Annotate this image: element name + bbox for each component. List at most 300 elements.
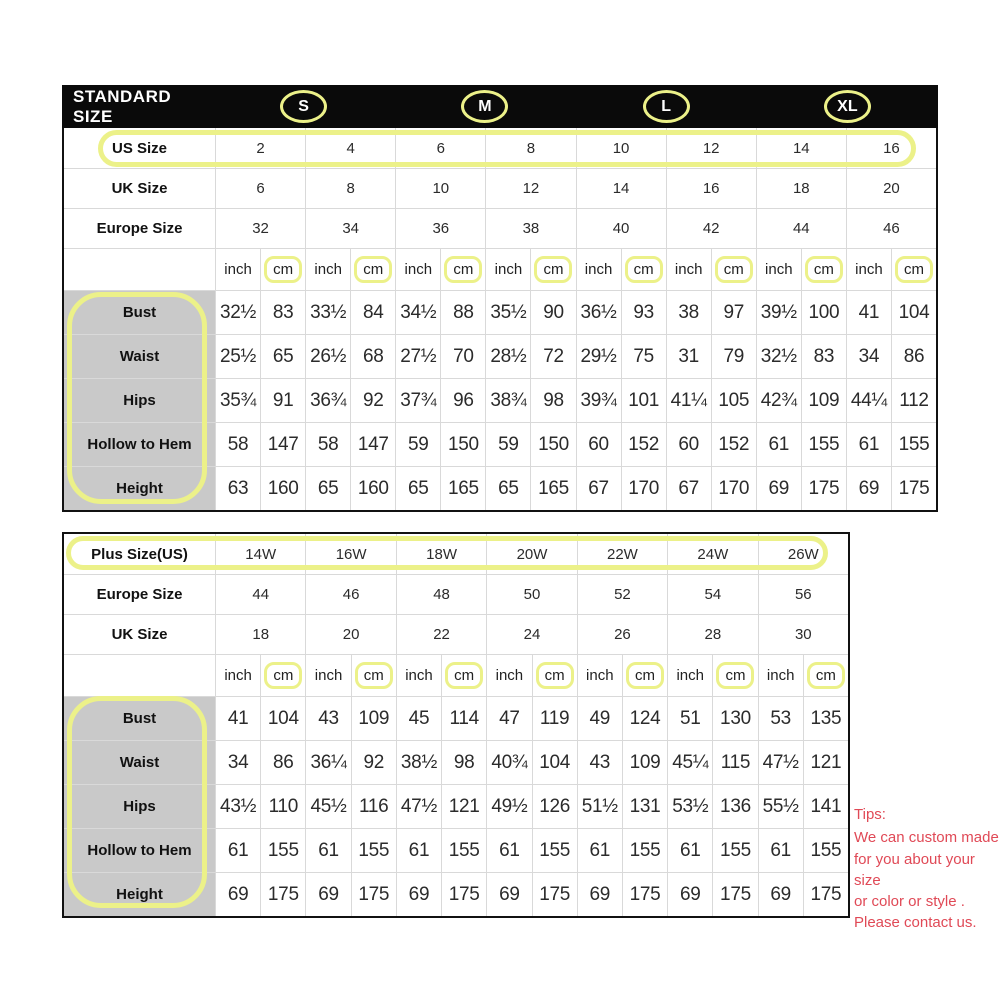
table-cell: 69 — [846, 466, 891, 510]
cm-unit-cell — [621, 248, 666, 290]
cm-highlight-annotation: cm — [444, 256, 482, 283]
row-label: Hips — [64, 784, 215, 828]
row-label: Height — [64, 872, 215, 916]
table-cell: 69 — [577, 872, 622, 916]
table-cell: 63 — [215, 466, 260, 510]
table-cell: 26 — [577, 614, 667, 654]
row-label: Bust — [64, 696, 215, 740]
table-cell: 88 — [440, 290, 485, 334]
row-label: UK Size — [64, 168, 215, 208]
table-cell: 92 — [351, 740, 396, 784]
table-cell: 67 — [666, 466, 711, 510]
table-cell: 79 — [711, 334, 756, 378]
table-cell: 155 — [532, 828, 577, 872]
table-row — [64, 466, 936, 510]
inch-unit-cell — [576, 248, 621, 290]
table-cell: 43½ — [215, 784, 260, 828]
table-cell: 141 — [803, 784, 848, 828]
inch-label: inch — [404, 261, 433, 278]
row-label: Hollow to Hem — [64, 422, 215, 466]
table-cell: 46 — [305, 574, 395, 614]
table-cell: 175 — [622, 872, 667, 916]
table-cell: 12 — [485, 168, 575, 208]
table-cell: 155 — [891, 422, 936, 466]
table-cell: 52 — [577, 574, 667, 614]
table-cell: 28½ — [485, 334, 530, 378]
table-cell: 24 — [486, 614, 576, 654]
inch-label: inch — [494, 261, 523, 278]
table-cell: 105 — [711, 378, 756, 422]
row-label: UK Size — [64, 614, 215, 654]
table-cell: 101 — [621, 378, 666, 422]
row-label: Europe Size — [64, 208, 215, 248]
table-row — [64, 696, 848, 740]
table-cell: 16W — [305, 534, 395, 574]
table-cell: 14W — [215, 534, 305, 574]
table-cell: 130 — [712, 696, 757, 740]
table-row — [64, 290, 936, 334]
table-cell: 150 — [530, 422, 575, 466]
table-cell: 43 — [577, 740, 622, 784]
table-cell: 41 — [846, 290, 891, 334]
table-cell: 170 — [621, 466, 666, 510]
table-cell: 43 — [305, 696, 350, 740]
table-cell: 150 — [440, 422, 485, 466]
cm-highlight-annotation: cm — [716, 662, 754, 689]
row-label: Plus Size(US) — [91, 545, 188, 563]
table-cell: 28 — [667, 614, 757, 654]
table-cell: 34 — [215, 740, 260, 784]
table-cell: 38 — [485, 208, 575, 248]
table-cell: 22W — [577, 534, 667, 574]
inch-label: inch — [584, 261, 613, 278]
table-cell: 152 — [711, 422, 756, 466]
table-cell: 165 — [440, 466, 485, 510]
row-label: Waist — [64, 740, 215, 784]
inch-label: inch — [314, 261, 342, 278]
unit-header-row — [64, 654, 848, 696]
cm-unit-cell — [622, 654, 667, 696]
table-cell: 20 — [305, 614, 395, 654]
inch-unit-cell — [666, 248, 711, 290]
table-cell: 59 — [395, 422, 440, 466]
table-cell: 49½ — [486, 784, 531, 828]
table-cell: 155 — [260, 828, 305, 872]
inch-label: inch — [495, 667, 524, 684]
table-cell: 155 — [622, 828, 667, 872]
empty-corner-cell — [64, 248, 215, 290]
table-cell: 2 — [215, 128, 305, 168]
table-cell: 147 — [350, 422, 395, 466]
table-cell: 22 — [396, 614, 486, 654]
table-cell: 46 — [846, 208, 936, 248]
table-cell: 155 — [712, 828, 757, 872]
table-cell: 39¾ — [576, 378, 621, 422]
table-cell: 47½ — [396, 784, 441, 828]
table-cell: 41 — [215, 696, 260, 740]
table-cell: 60 — [576, 422, 621, 466]
cm-highlight-annotation: cm — [355, 662, 393, 689]
table-cell: 42 — [666, 208, 756, 248]
table-cell: 69 — [305, 872, 350, 916]
table-cell: 8 — [485, 128, 575, 168]
table-cell: 26W — [758, 534, 848, 574]
table-cell: 32 — [215, 208, 305, 248]
table-cell: 55½ — [758, 784, 803, 828]
table-cell: 83 — [801, 334, 846, 378]
table-cell: 56 — [758, 574, 848, 614]
table-cell: 33½ — [305, 290, 350, 334]
table-cell: 69 — [486, 872, 531, 916]
cm-highlight-annotation: cm — [895, 256, 933, 283]
inch-label: inch — [224, 261, 252, 278]
table-cell: 49 — [577, 696, 622, 740]
table-cell: 110 — [260, 784, 305, 828]
table-cell: 124 — [622, 696, 667, 740]
table-cell: 160 — [260, 466, 305, 510]
table-cell: 34 — [305, 208, 395, 248]
table-cell: 32½ — [756, 334, 801, 378]
table-cell: 170 — [711, 466, 756, 510]
table-cell: 54 — [667, 574, 757, 614]
table-cell: 135 — [803, 696, 848, 740]
cm-highlight-annotation: cm — [805, 256, 843, 283]
table-cell: 14 — [576, 168, 666, 208]
table-cell: 42¾ — [756, 378, 801, 422]
table-cell: 36½ — [576, 290, 621, 334]
table-cell: 86 — [260, 740, 305, 784]
table-cell: 53½ — [667, 784, 712, 828]
table-cell: 10 — [395, 168, 485, 208]
inch-unit-cell — [486, 654, 531, 696]
cm-unit-cell — [712, 654, 757, 696]
table-cell: 98 — [530, 378, 575, 422]
row-label: Hollow to Hem — [64, 828, 215, 872]
custom-made-tips-note — [854, 804, 1000, 934]
cm-unit-cell — [441, 654, 486, 696]
table-cell: 61 — [758, 828, 803, 872]
table-cell: 16 — [666, 168, 756, 208]
table-cell: 61 — [215, 828, 260, 872]
table-cell: 61 — [756, 422, 801, 466]
plus-size-table — [62, 532, 850, 918]
table-cell: 175 — [801, 466, 846, 510]
tips-title: Tips: — [854, 806, 886, 823]
table-cell: 69 — [215, 872, 260, 916]
table-cell: 20W — [486, 534, 576, 574]
size-group-m — [394, 90, 575, 123]
row-label: Hips — [64, 378, 215, 422]
table-cell: 175 — [441, 872, 486, 916]
table-cell: 136 — [712, 784, 757, 828]
table-row — [64, 168, 936, 208]
standard-size-grid — [62, 128, 938, 512]
cm-highlight-annotation: cm — [626, 662, 664, 689]
table-cell: 39½ — [756, 290, 801, 334]
table-cell: 152 — [621, 422, 666, 466]
table-cell: 116 — [351, 784, 396, 828]
table-cell: 24W — [667, 534, 757, 574]
table-cell: 104 — [260, 696, 305, 740]
table-cell: 41¼ — [666, 378, 711, 422]
table-cell: 20 — [846, 168, 936, 208]
table-cell: 61 — [846, 422, 891, 466]
row-label: Bust — [64, 290, 215, 334]
inch-label: inch — [855, 261, 883, 278]
cm-highlight-annotation: cm — [625, 256, 663, 283]
cm-unit-cell — [711, 248, 756, 290]
table-cell: 60 — [666, 422, 711, 466]
table-cell: 47½ — [758, 740, 803, 784]
table-cell: 59 — [485, 422, 530, 466]
table-cell: 131 — [622, 784, 667, 828]
tips-line: or color or style . — [854, 893, 965, 911]
cm-highlight-annotation: cm — [264, 662, 302, 689]
table-cell: 37¾ — [395, 378, 440, 422]
cm-highlight-annotation: cm — [354, 256, 392, 283]
table-cell: 18 — [215, 614, 305, 654]
table-cell: 44 — [756, 208, 846, 248]
table-cell: 115 — [712, 740, 757, 784]
table-cell: 10 — [576, 128, 666, 168]
table-cell: 97 — [711, 290, 756, 334]
standard-size-title: STANDARD SIZE — [73, 86, 172, 126]
row-label: US Size — [111, 139, 168, 157]
table-cell: 70 — [440, 334, 485, 378]
table-cell: 6 — [395, 128, 485, 168]
table-cell: 36¼ — [305, 740, 350, 784]
inch-label: inch — [766, 667, 795, 684]
table-row — [64, 872, 848, 916]
cm-unit-cell — [891, 248, 936, 290]
table-cell: 84 — [350, 290, 395, 334]
row-label: Height — [64, 466, 215, 510]
cm-highlight-annotation: cm — [264, 256, 302, 283]
row-label: Europe Size — [64, 574, 215, 614]
inch-label: inch — [674, 261, 703, 278]
table-row — [64, 574, 848, 614]
inch-unit-cell — [305, 248, 350, 290]
table-cell: 104 — [891, 290, 936, 334]
table-cell: 91 — [260, 378, 305, 422]
table-row — [64, 378, 936, 422]
table-cell: 109 — [351, 696, 396, 740]
cm-highlight-annotation: cm — [715, 256, 753, 283]
size-xl-circle-annotation: XL — [824, 90, 871, 123]
table-cell: 8 — [305, 168, 395, 208]
table-row — [64, 740, 848, 784]
table-cell: 65 — [305, 466, 350, 510]
cm-unit-cell — [530, 248, 575, 290]
table-cell: 109 — [801, 378, 846, 422]
table-cell: 121 — [441, 784, 486, 828]
table-cell: 121 — [803, 740, 848, 784]
size-group-s — [213, 90, 394, 123]
table-cell: 175 — [712, 872, 757, 916]
table-cell: 40 — [576, 208, 666, 248]
inch-label: inch — [586, 667, 614, 684]
table-cell: 44 — [215, 574, 305, 614]
table-cell: 86 — [891, 334, 936, 378]
table-cell: 72 — [530, 334, 575, 378]
table-cell: 34½ — [395, 290, 440, 334]
inch-unit-cell — [215, 654, 260, 696]
table-cell: 31 — [666, 334, 711, 378]
table-cell: 6 — [215, 168, 305, 208]
inch-label: inch — [676, 667, 704, 684]
table-cell: 40¾ — [486, 740, 531, 784]
size-group-xl — [757, 90, 938, 123]
table-cell: 98 — [441, 740, 486, 784]
inch-label: inch — [224, 667, 252, 684]
table-cell: 44¼ — [846, 378, 891, 422]
table-cell: 58 — [305, 422, 350, 466]
table-row — [64, 614, 848, 654]
table-row — [64, 534, 848, 574]
table-cell: 45½ — [305, 784, 350, 828]
cm-highlight-annotation: cm — [807, 662, 845, 689]
unit-header-row — [64, 248, 936, 290]
table-cell: 165 — [530, 466, 575, 510]
table-cell: 61 — [667, 828, 712, 872]
standard-size-header-bar — [62, 85, 938, 128]
table-cell: 29½ — [576, 334, 621, 378]
table-cell: 18 — [756, 168, 846, 208]
inch-unit-cell — [485, 248, 530, 290]
table-cell: 126 — [532, 784, 577, 828]
table-cell: 155 — [803, 828, 848, 872]
table-cell: 112 — [891, 378, 936, 422]
table-cell: 96 — [440, 378, 485, 422]
table-cell: 155 — [351, 828, 396, 872]
cm-unit-cell — [260, 248, 305, 290]
table-row — [64, 208, 936, 248]
table-row — [64, 784, 848, 828]
tips-line: for you about your size — [854, 850, 975, 889]
table-cell: 61 — [396, 828, 441, 872]
table-cell: 51 — [667, 696, 712, 740]
inch-unit-cell — [577, 654, 622, 696]
table-cell: 119 — [532, 696, 577, 740]
table-cell: 26½ — [305, 334, 350, 378]
table-cell: 75 — [621, 334, 666, 378]
size-m-circle-annotation: M — [461, 90, 508, 123]
size-group-l — [576, 90, 757, 123]
table-cell: 67 — [576, 466, 621, 510]
empty-corner-cell — [64, 654, 215, 696]
table-cell: 92 — [350, 378, 395, 422]
inch-unit-cell — [395, 248, 440, 290]
table-cell: 175 — [532, 872, 577, 916]
size-s-circle-annotation: S — [280, 90, 327, 123]
inch-label: inch — [765, 261, 793, 278]
table-cell: 45 — [396, 696, 441, 740]
table-cell: 36¾ — [305, 378, 350, 422]
table-cell: 65 — [395, 466, 440, 510]
inch-unit-cell — [667, 654, 712, 696]
table-cell: 109 — [622, 740, 667, 784]
table-cell: 160 — [350, 466, 395, 510]
cm-unit-cell — [260, 654, 305, 696]
row-label: Waist — [64, 334, 215, 378]
table-cell: 69 — [756, 466, 801, 510]
inch-label: inch — [314, 667, 343, 684]
table-row — [64, 422, 936, 466]
table-cell: 38½ — [396, 740, 441, 784]
cm-highlight-annotation: cm — [445, 662, 483, 689]
inch-unit-cell — [758, 654, 803, 696]
table-cell: 58 — [215, 422, 260, 466]
table-cell: 175 — [351, 872, 396, 916]
table-cell: 27½ — [395, 334, 440, 378]
table-row — [64, 128, 936, 168]
table-cell: 51½ — [577, 784, 622, 828]
tips-line: Please contact us. — [854, 914, 977, 932]
table-cell: 65 — [260, 334, 305, 378]
cm-unit-cell — [351, 654, 396, 696]
table-row — [64, 828, 848, 872]
table-cell: 61 — [486, 828, 531, 872]
table-cell: 45¼ — [667, 740, 712, 784]
table-cell: 83 — [260, 290, 305, 334]
table-cell: 16 — [846, 128, 936, 168]
table-cell: 69 — [758, 872, 803, 916]
plus-size-grid — [62, 532, 850, 918]
table-cell: 147 — [260, 422, 305, 466]
table-cell: 100 — [801, 290, 846, 334]
cm-unit-cell — [801, 248, 846, 290]
table-cell: 61 — [305, 828, 350, 872]
tips-line: We can custom made — [854, 829, 999, 847]
table-cell: 35½ — [485, 290, 530, 334]
table-cell: 53 — [758, 696, 803, 740]
table-cell: 61 — [577, 828, 622, 872]
table-cell: 30 — [758, 614, 848, 654]
cm-highlight-annotation: cm — [536, 662, 574, 689]
standard-size-table — [62, 85, 938, 512]
cm-highlight-annotation: cm — [534, 256, 572, 283]
inch-unit-cell — [756, 248, 801, 290]
table-cell: 50 — [486, 574, 576, 614]
table-cell: 68 — [350, 334, 395, 378]
table-cell: 18W — [396, 534, 486, 574]
table-cell: 69 — [667, 872, 712, 916]
cm-unit-cell — [350, 248, 395, 290]
cm-unit-cell — [803, 654, 848, 696]
table-cell: 65 — [485, 466, 530, 510]
table-cell: 48 — [396, 574, 486, 614]
table-cell: 25½ — [215, 334, 260, 378]
table-row — [64, 334, 936, 378]
inch-label: inch — [405, 667, 433, 684]
inch-unit-cell — [215, 248, 260, 290]
table-cell: 47 — [486, 696, 531, 740]
table-cell: 155 — [441, 828, 486, 872]
table-cell: 175 — [891, 466, 936, 510]
table-cell: 4 — [305, 128, 395, 168]
cm-unit-cell — [440, 248, 485, 290]
table-cell: 69 — [396, 872, 441, 916]
table-cell: 14 — [756, 128, 846, 168]
inch-unit-cell — [846, 248, 891, 290]
inch-unit-cell — [396, 654, 441, 696]
table-cell: 93 — [621, 290, 666, 334]
table-cell: 90 — [530, 290, 575, 334]
table-cell: 175 — [260, 872, 305, 916]
table-cell: 155 — [801, 422, 846, 466]
table-cell: 175 — [803, 872, 848, 916]
table-cell: 12 — [666, 128, 756, 168]
